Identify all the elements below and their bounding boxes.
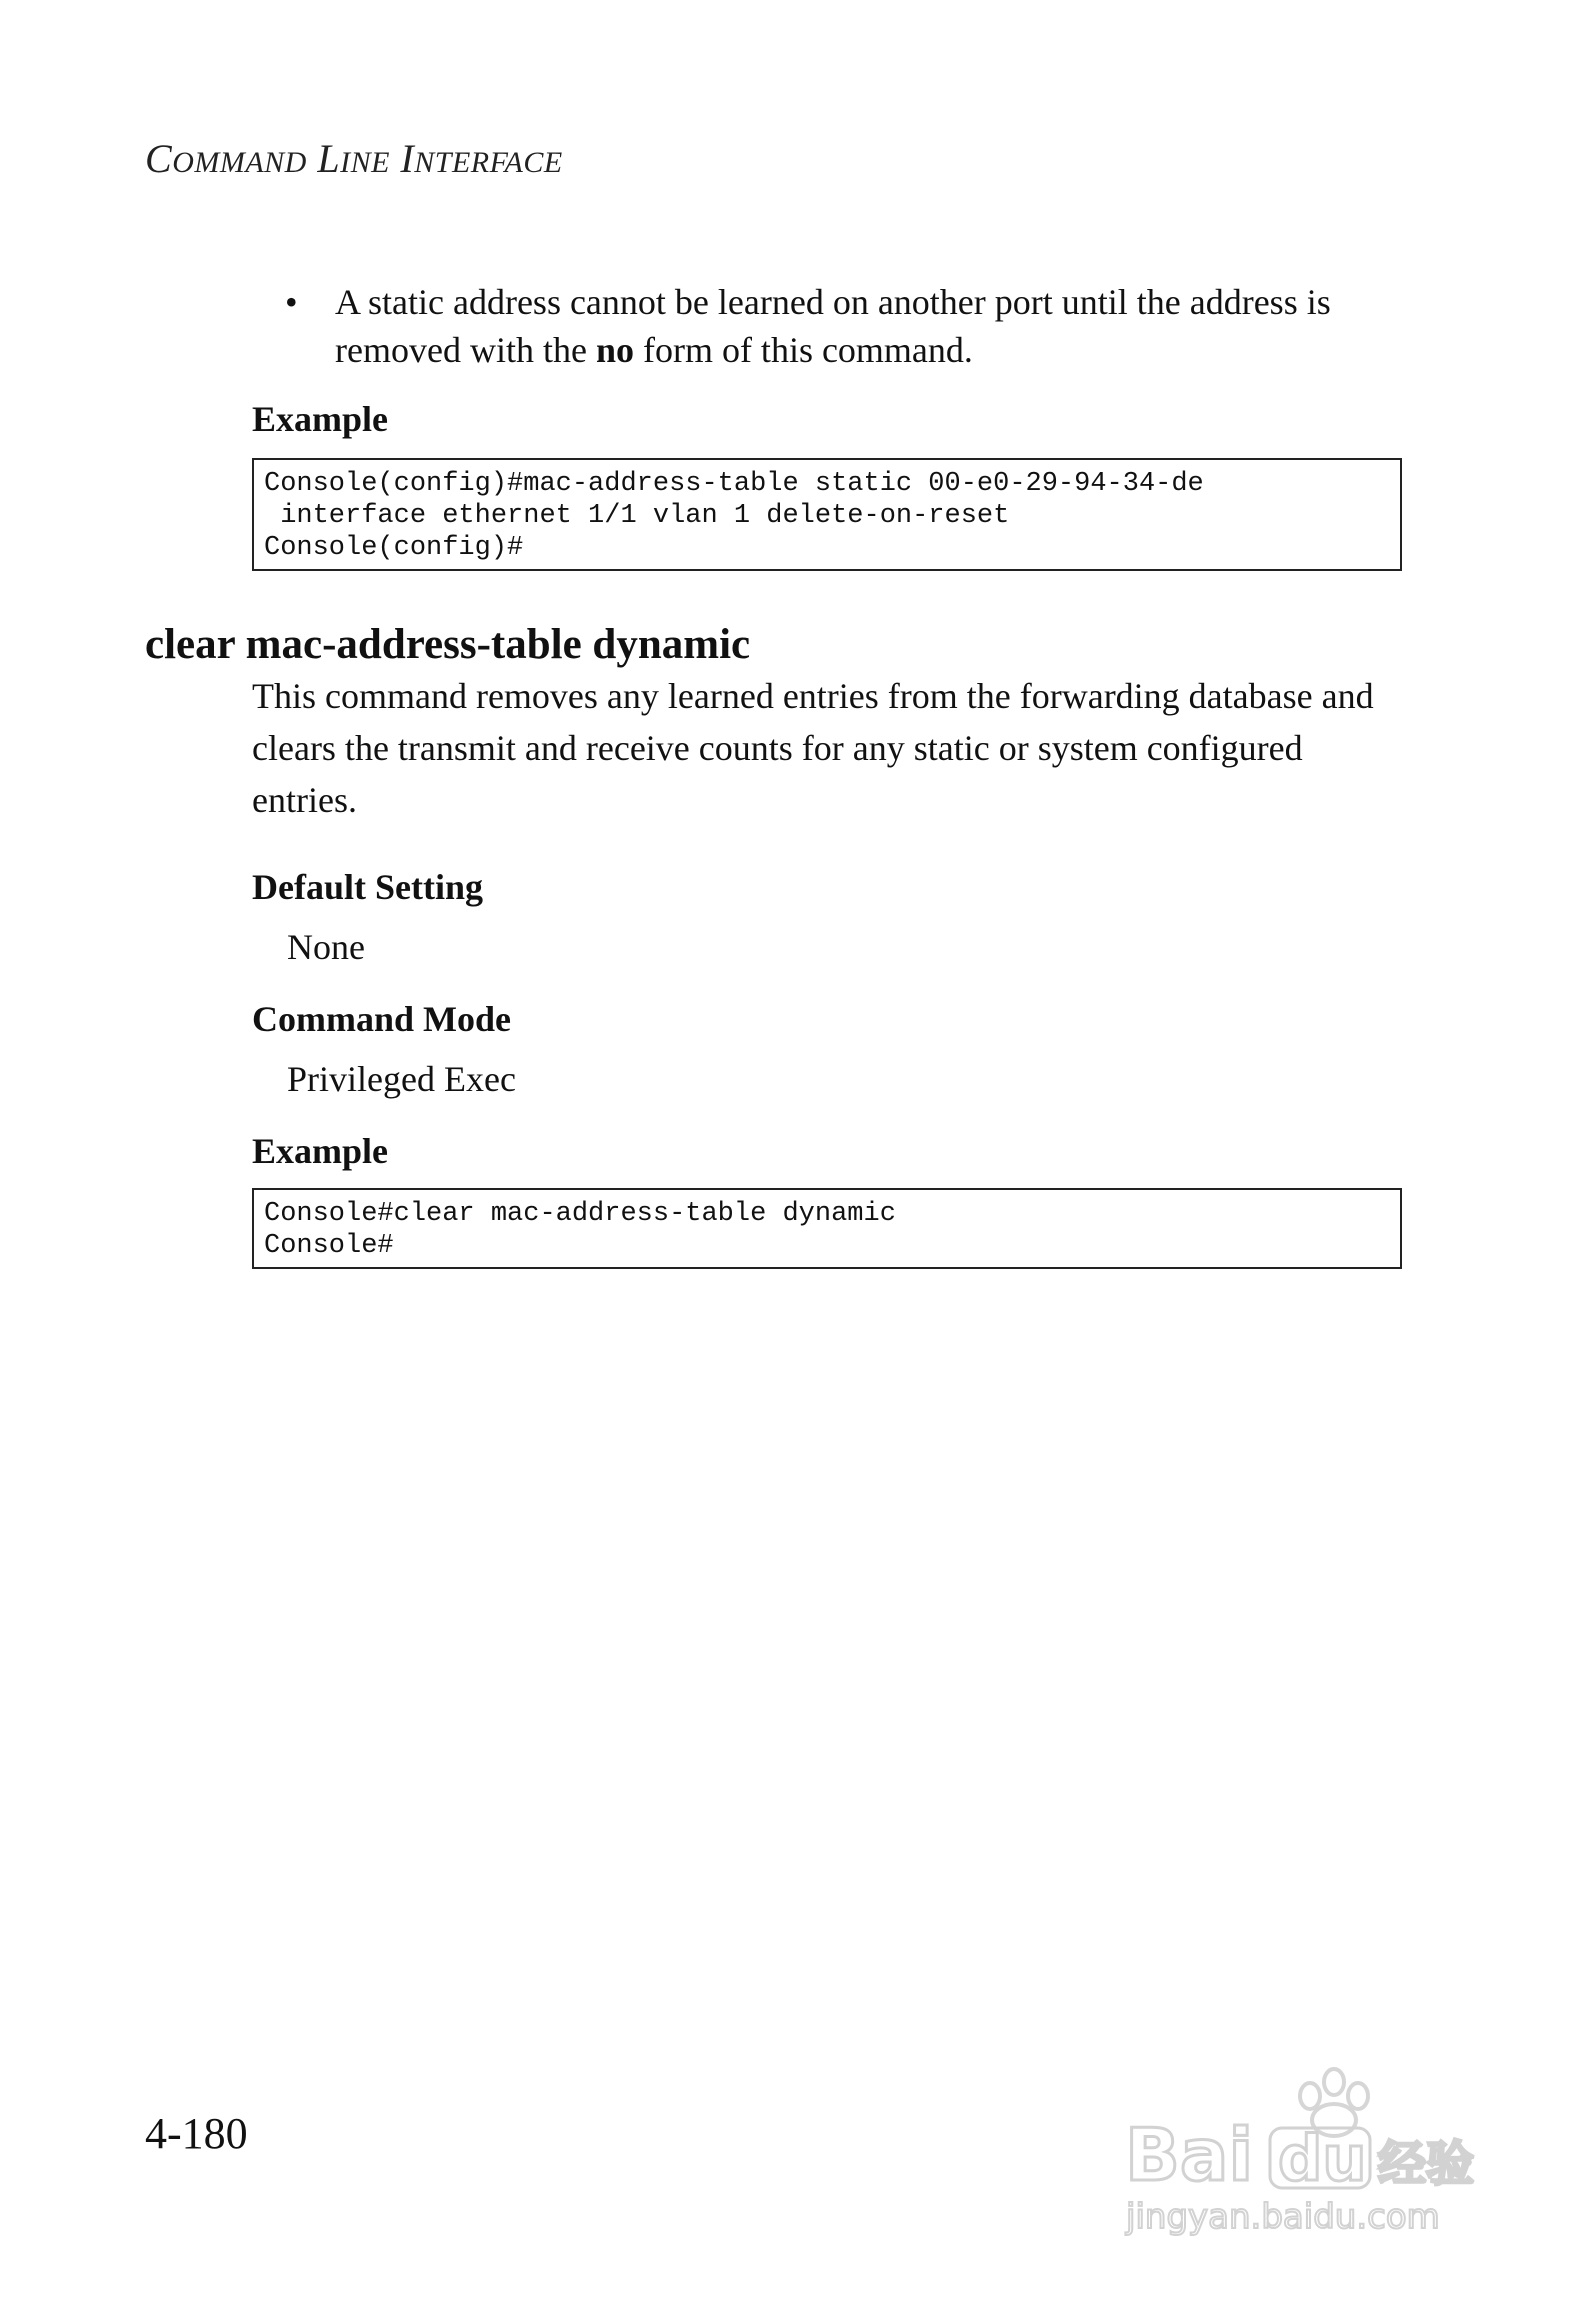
command-mode-value: Privileged Exec xyxy=(287,1059,516,1099)
bullet-mark: • xyxy=(285,282,298,322)
code-block-2 xyxy=(252,1188,1402,1269)
code-line: Console(config)#mac-address-table static 00-e0-29-94-34-de xyxy=(264,469,1204,499)
bullet-text-before: A static address cannot be learned on another port until the address is removed with the xyxy=(335,282,1331,370)
running-head-s3: NTERFACE xyxy=(414,146,563,179)
running-head-c1: C xyxy=(145,136,173,181)
page-number: 4-180 xyxy=(145,2109,248,2158)
running-head-s2: INE xyxy=(340,146,390,179)
example-heading-1: Example xyxy=(252,399,389,439)
default-setting-heading: Default Setting xyxy=(252,867,483,907)
code-block-1 xyxy=(252,458,1402,571)
bullet-bold-word: no xyxy=(595,330,634,370)
code-line: interface ethernet 1/1 vlan 1 delete-on-reset xyxy=(264,501,1010,531)
example-heading-2: Example xyxy=(252,1131,389,1171)
default-setting-value: None xyxy=(287,927,365,967)
running-head-c3: I xyxy=(400,136,415,181)
running-head-s1: OMMAND xyxy=(172,146,307,179)
bullet-text xyxy=(335,278,1425,374)
svg-text:du: du xyxy=(1278,2122,1367,2195)
code-line: Console# xyxy=(264,1231,394,1261)
baidu-watermark-logo xyxy=(1120,2060,1480,2240)
svg-text:经验: 经验 xyxy=(1378,2136,1475,2192)
svg-text:jingyan.baidu.com: jingyan.baidu.com xyxy=(1126,2197,1440,2237)
section-description: This command removes any learned entries from the forwarding database and clears the transmit and receive counts for any static or system configured entries. xyxy=(252,676,1374,820)
bullet-text-after: form of this command. xyxy=(633,330,973,370)
section-title: clear mac-address-table dynamic xyxy=(145,621,751,668)
code-line: Console(config)# xyxy=(264,533,524,563)
code-line: Console#clear mac-address-table dynamic xyxy=(264,1199,896,1229)
running-head-c2: L xyxy=(317,136,341,181)
svg-text:Bai: Bai xyxy=(1125,2113,1254,2197)
running-head xyxy=(145,135,563,182)
command-mode-heading: Command Mode xyxy=(252,999,511,1039)
